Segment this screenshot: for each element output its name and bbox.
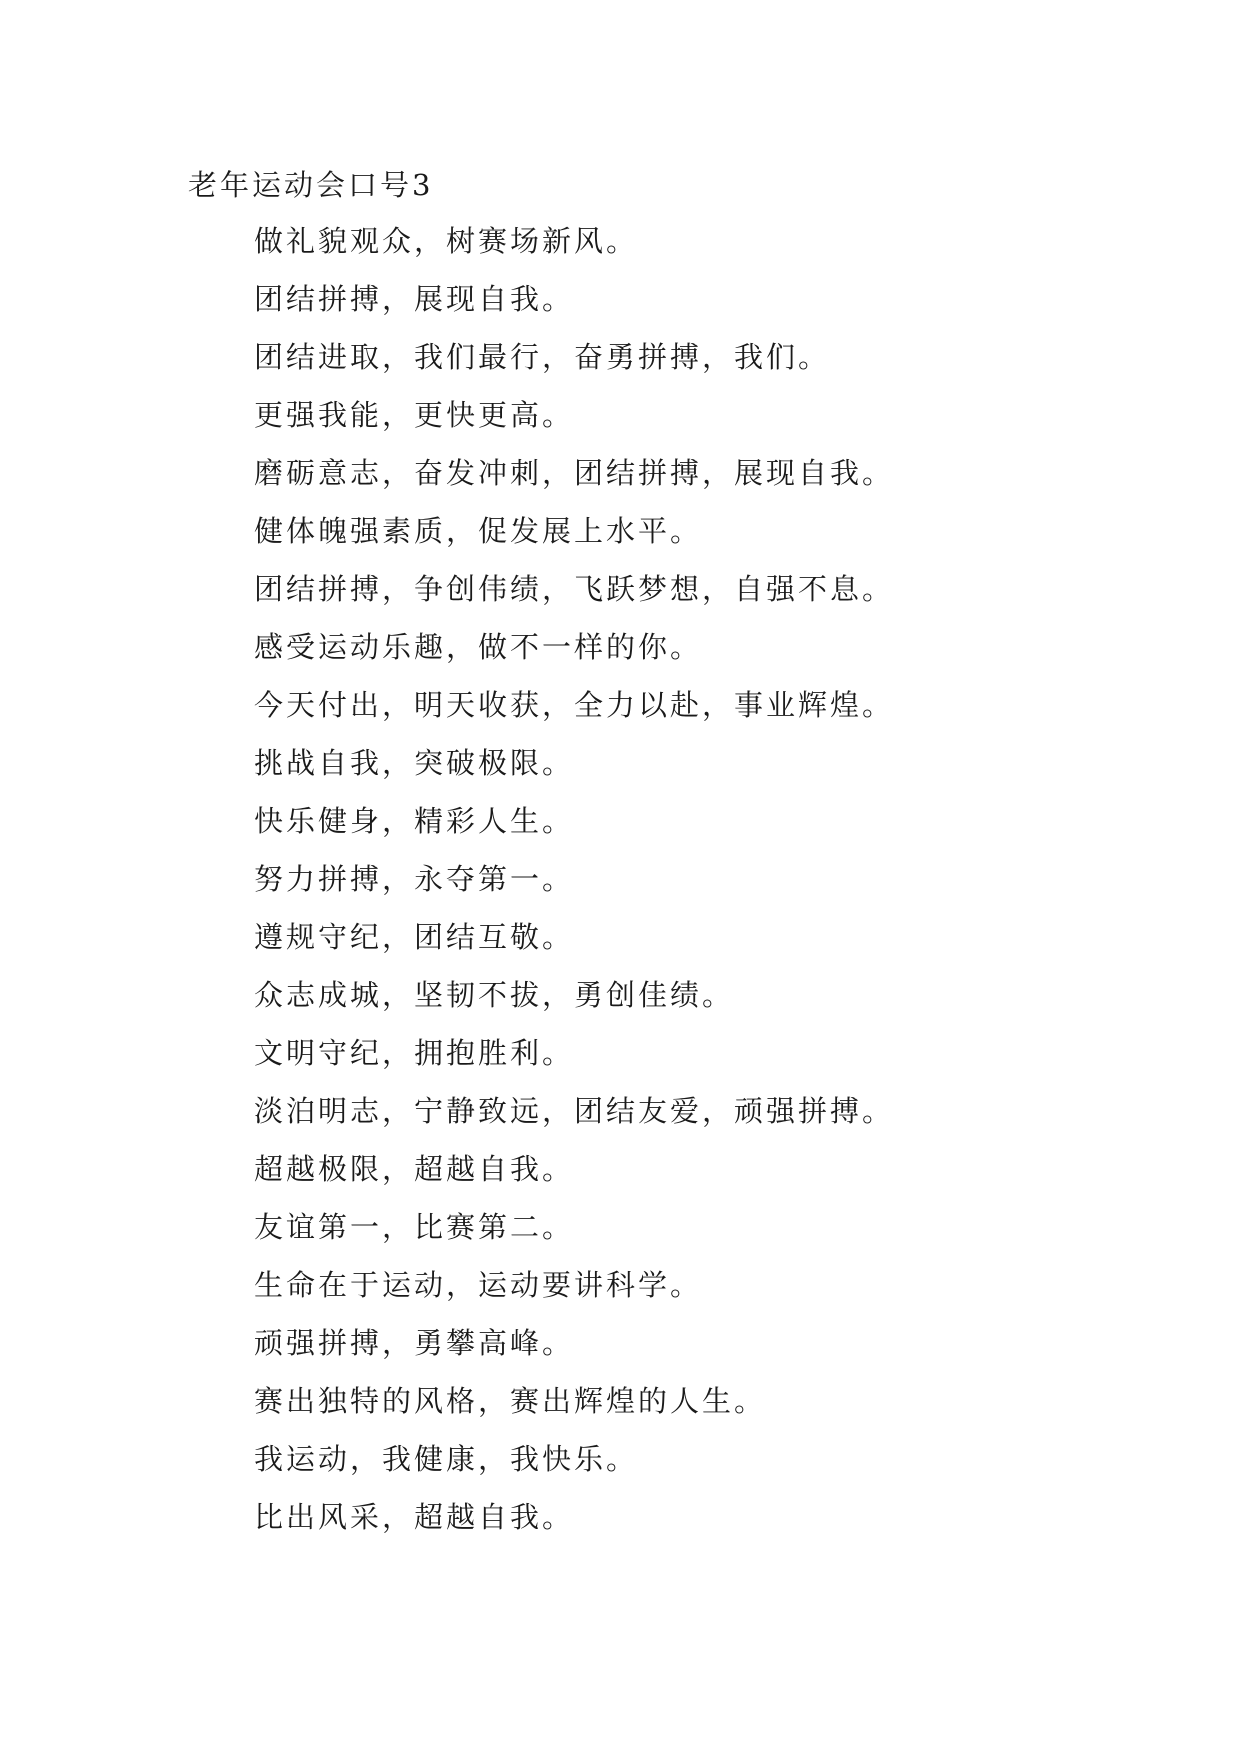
slogan-line: 努力拼搏，永夺第一。: [254, 862, 575, 896]
slogan-line: 做礼貌观众，树赛场新风。: [254, 224, 639, 258]
document-title: 老年运动会口号3: [188, 168, 434, 202]
slogan-line: 众志成城，坚韧不拔，勇创佳绩。: [254, 978, 735, 1012]
slogan-line: 我运动，我健康，我快乐。: [254, 1442, 639, 1476]
slogan-line: 挑战自我，突破极限。: [254, 746, 575, 780]
slogan-line: 更强我能，更快更高。: [254, 398, 575, 432]
slogan-line: 磨砺意志，奋发冲刺，团结拼搏，展现自我。: [254, 456, 895, 490]
slogan-line: 健体魄强素质，促发展上水平。: [254, 514, 703, 548]
slogan-line: 比出风采，超越自我。: [254, 1500, 575, 1534]
slogan-line: 超越极限，超越自我。: [254, 1152, 575, 1186]
slogan-line: 生命在于运动，运动要讲科学。: [254, 1268, 703, 1302]
slogan-line: 文明守纪，拥抱胜利。: [254, 1036, 575, 1070]
slogan-line: 团结进取，我们最行，奋勇拼搏，我们。: [254, 340, 831, 374]
slogan-line: 快乐健身，精彩人生。: [254, 804, 575, 838]
slogan-line: 友谊第一，比赛第二。: [254, 1210, 575, 1244]
slogan-line: 今天付出，明天收获，全力以赴，事业辉煌。: [254, 688, 895, 722]
slogan-line: 遵规守纪，团结互敬。: [254, 920, 575, 954]
slogan-line: 赛出独特的风格，赛出辉煌的人生。: [254, 1384, 767, 1418]
slogan-line: 团结拼搏，争创伟绩，飞跃梦想，自强不息。: [254, 572, 895, 606]
slogan-line: 淡泊明志，宁静致远，团结友爱，顽强拼搏。: [254, 1094, 895, 1128]
slogan-list: [254, 221, 894, 1555]
slogan-line: 感受运动乐趣，做不一样的你。: [254, 630, 703, 664]
slogan-line: 顽强拼搏，勇攀高峰。: [254, 1326, 575, 1360]
slogan-line: 团结拼搏，展现自我。: [254, 282, 575, 316]
